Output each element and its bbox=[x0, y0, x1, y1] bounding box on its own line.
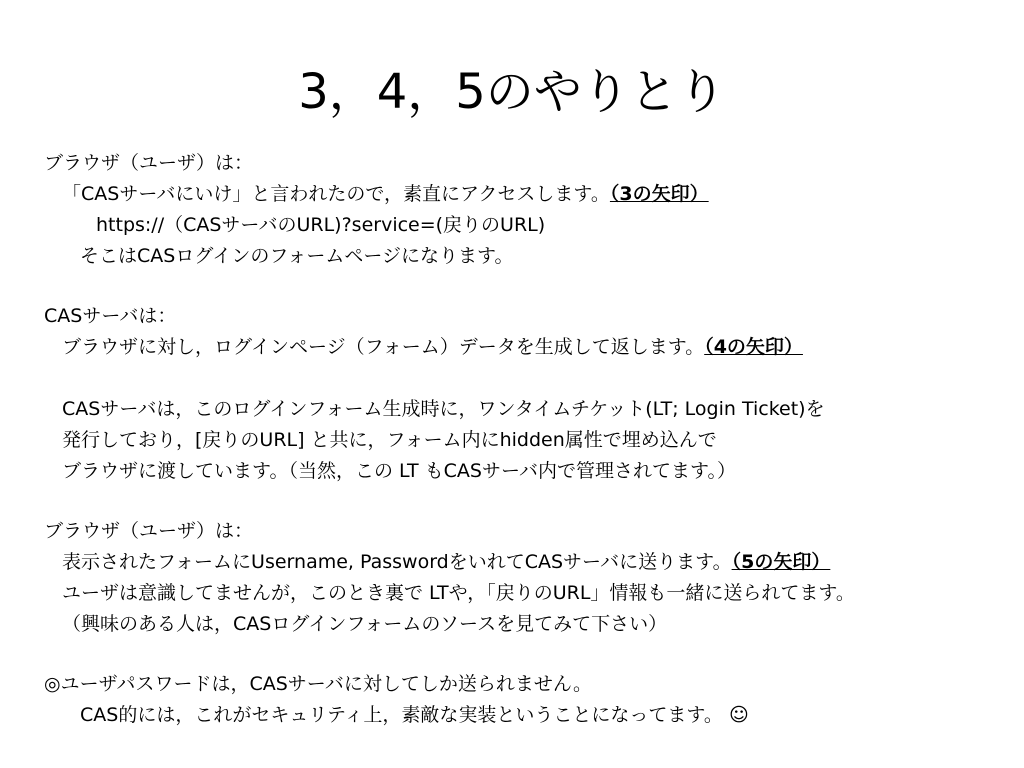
cas-login-url: https://（CASサーバのURL)?service=(戻りのURL) bbox=[96, 214, 546, 236]
form-submit-line bbox=[62, 549, 830, 575]
security-note-line: CAS的には，これがセキュリティ上，素敵な実装ということになってます。 ☺ bbox=[80, 704, 749, 726]
browser-access-line bbox=[62, 181, 709, 207]
arrow-3-reference: （3の矢印） bbox=[609, 183, 709, 205]
cas-section-heading: CASサーバは： bbox=[44, 305, 177, 327]
browser-section-heading: ブラウザ（ユーザ）は： bbox=[44, 152, 254, 174]
arrow-5-reference: （5の矢印） bbox=[731, 551, 831, 573]
browser-section-heading-2: ブラウザ（ユーザ）は： bbox=[44, 520, 254, 542]
hidden-field-line: 発行しており，[戻りのURL] と共に，フォーム内にhidden属性で埋め込んで bbox=[62, 429, 717, 451]
login-form-page-line: そこはCASログインのフォームページになります。 bbox=[80, 245, 514, 267]
cas-response-text: ブラウザに対し，ログインページ（フォーム）データを生成して返します。 bbox=[62, 336, 705, 358]
lt-managed-line: ブラウザに渡しています。（当然，この LT もCASサーバ内で管理されてます。） bbox=[62, 460, 736, 482]
slide-title: 3，4，5のやりとり bbox=[298, 64, 726, 120]
hidden-data-line: ユーザは意識してませんが，このとき裏で LTや，「戻りのURL」情報も一緒に送られてます。 bbox=[62, 582, 855, 604]
browser-access-text: 「CASサーバにいけ」と言われたので，素直にアクセスします。 bbox=[62, 183, 610, 205]
view-source-line: （興味のある人は，CASログインフォームのソースを見てみて下さい） bbox=[62, 613, 668, 635]
cas-response-line bbox=[62, 334, 803, 360]
arrow-4-reference: （4の矢印） bbox=[704, 336, 803, 358]
form-submit-text: 表示されたフォームにUsername, PasswordをいれてCASサーバに送ります。 bbox=[62, 551, 732, 573]
login-ticket-line: CASサーバは，このログインフォーム生成時に，ワンタイムチケット(LT; Login Ticket)を bbox=[62, 398, 825, 420]
password-note-line: ◎ユーザパスワードは，CASサーバに対してしか送られません。 bbox=[44, 673, 592, 695]
